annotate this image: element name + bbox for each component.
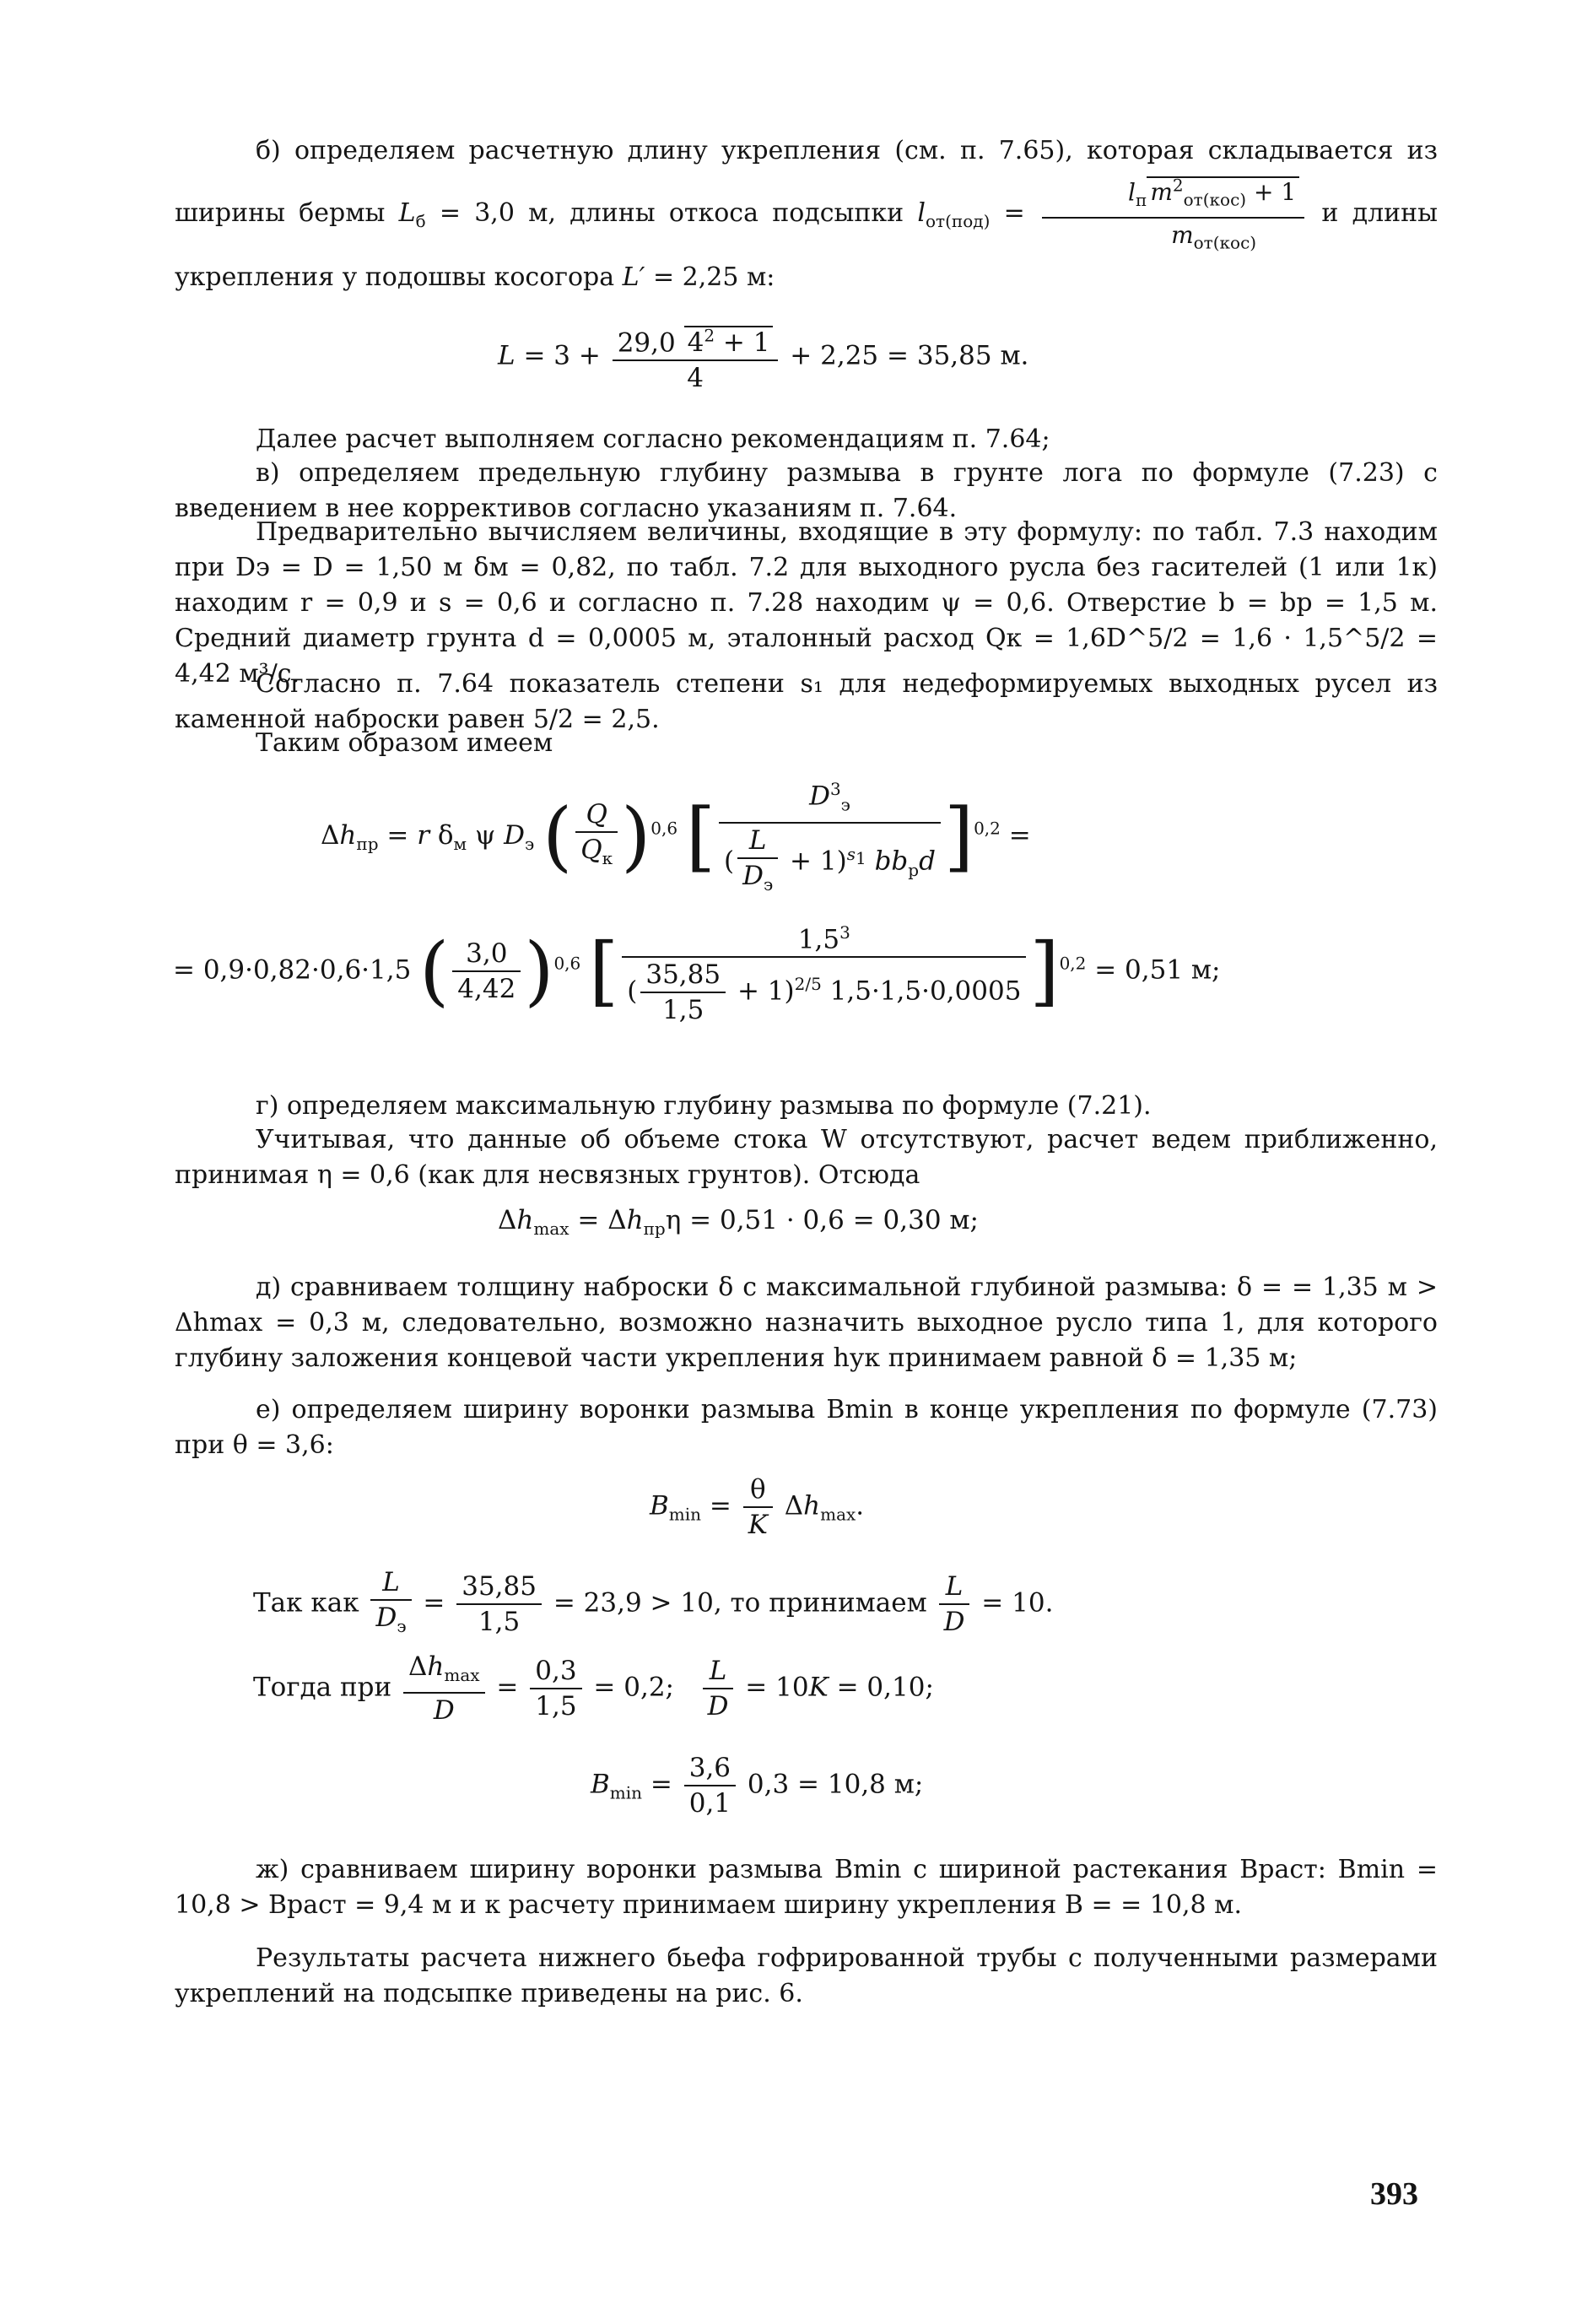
paragraph-consider: Учитывая, что данные об объеме стока W отсутствуют, расчет ведем приближенно, принимая η = 0,6 (как для несвязных грунтов). Отсюда [175,1125,1438,1190]
equation-bmin-numeric: $B_{min}$ = $\frac{3,6}{0,1}$ 0,3 = 10,8 м; [591,1753,924,1819]
paragraph-g: г) определяем максимальную глубину размыва по формуле (7.21). [256,1091,1152,1121]
equation-hmax: $\Delta h_{max} = \Delta h_{пр}\eta = 0,51 \cdot 0,6 = 0,30$ м; [498,1205,979,1240]
paragraph-s1: Согласно п. 7.64 показатель степени s₁ для недеформируемых выходных русел из каменной наброски равен 5/2 = 2,5. [175,669,1438,734]
page-number: 393 [1370,2176,1418,2212]
paragraph-thus: Таким образом имеем [256,728,553,758]
equation-bmin-general: $B_{min}$ = $\frac{\theta}{K}$ $\Delta h_{max}$. [650,1474,865,1540]
paragraph-results: Результаты расчета нижнего бьефа гофрированной трубы с полученными размерами укреплений на подсыпке приведены на рис. 6. [175,1943,1438,2008]
equation-L: L = 3 + $\frac{29,0 4^2 + 1}{4}$ + 2,25 = 35,85 м. [498,319,1028,395]
paragraph-v: в) определяем предельную глубину размыва в грунте лога по формуле (7.23) с введением в нее коррективов согласно указаниям п. 7.64. [175,458,1438,523]
paragraph-d: д) сравниваем толщину наброски δ с максимальной глубиной размыва: δ = = 1,35 м > Δhmax = 0,3 м, следовательно, возможно назначить выходное русло типа 1, для которого глубину заложения концевой части укрепления hук принимаем равной δ = 1,35 м; [175,1273,1438,1373]
paragraph-preliminary: Предварительно вычисляем величины, входящие в эту формулу: по табл. 7.3 находим при Dэ = D = 1,50 м δм = 0,82, по табл. 7.2 для выходного русла без гасителей (1 или 1к) находим r = 0,9 и s = 0,6 и согласно п. 7.28 находим ψ = 0,6. Отверстие b = bр = 1,5 м. Средний диаметр грунта d = 0,0005 м, эталонный расход Qк = 1,6D^5/2 = 1,6 · 1,5^5/2 = 4,42 м³/с. [175,517,1438,689]
equation-dh-general: $\Delta h_{пр} = r$ $\delta_м$ ψ $D_э$ ( $\frac{Q}{Q_к}$ )$^{0,6}$ [ $D^3_э$ ( $\frac{L}{D_э}$ + 1)$^{s_1}$ $bb_рd$ ]$^{0,2}$ = [321,772,1031,901]
paragraph-next: Далее расчет выполняем согласно рекомендациям п. 7.64; [256,424,1050,454]
paragraph-b: б) определяем расчетную длину укрепления (см. п. 7.65), которая складывается из ширины бермы $L_б = 3,0$ м, длины откоса подсыпки $l_{от(под)}$ = $\frac{l_п m^2_{от(кос)} + 1}{m_{от(кос)}}$ и длины укрепления у подошвы косогора L′ = 2,25 м: [175,136,1438,292]
equation-dh-numeric: = 0,9·0,82·0,6·1,5 ( $\frac{3,0}{4,42}$ )$^{0,6}$ [ $1,5^3$ ( $\frac{35,85}{1,5}$ + 1)$^{2/5}$ 1,5·1,5·0,0005 ]$^{0,2}$ = 0,51 м; [173,916,1221,1027]
paragraph-zh: ж) сравниваем ширину воронки размыва Bmin с шириной растекания Bраст: Bmin = 10,8 > Bраст = 9,4 м и к расчету принимаем ширину укрепления B = = 10,8 м. [175,1855,1438,1920]
equation-since: Так как $\frac{L}{D_э}$ = $\frac{35,85}{1,5}$ = 23,9 > 10, то принимаем $\frac{L}{D}$ = 10. [253,1567,1054,1638]
paragraph-e: е) определяем ширину воронки размыва Bmin в конце укрепления по формуле (7.73) при θ = 3,6: [175,1395,1438,1460]
equation-then: Тогда при $\frac{\Delta h_{max}}{D}$ = $\frac{0,3}{1,5}$ = 0,2; $\frac{L}{D}$ = 10K = 0,10; [253,1651,934,1727]
